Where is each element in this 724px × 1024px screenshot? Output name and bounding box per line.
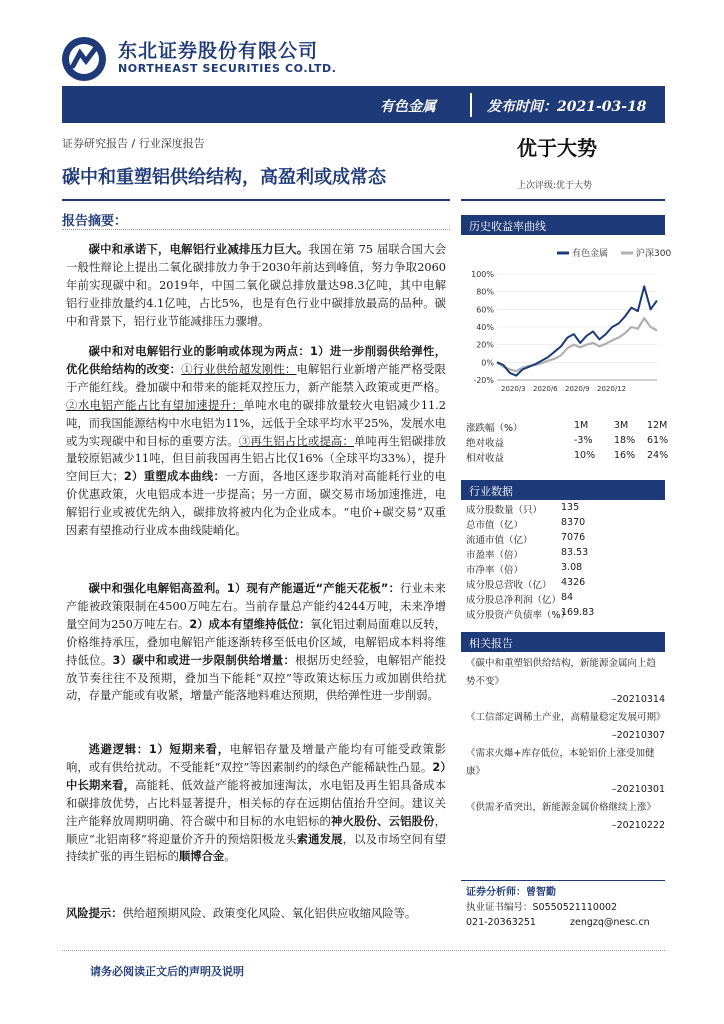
risk-lead: 风险提示： — [66, 907, 123, 920]
report-link-title[interactable]: 《供需矛盾突出，新能源金属价格继续上涨》 — [466, 802, 657, 813]
metric-value: 169.83 — [561, 607, 595, 618]
report-date: –20210314 — [611, 694, 665, 705]
sidebar-rule — [461, 199, 665, 201]
analyst-divider — [461, 880, 665, 881]
returns-header-3m: 3M — [614, 420, 629, 431]
metric-label: 市盈率（倍） — [466, 550, 524, 561]
p2-point-3: ③再生铝占比或提高： — [238, 434, 355, 448]
p2-point-4: 2）重塑成本曲线： — [123, 470, 226, 484]
chart-y-tick-label: 60% — [476, 305, 494, 315]
p4-text-3: ，顺应“北铝南移”将迎量价齐升的预焙阳极龙头 — [66, 814, 446, 846]
report-date: –20210307 — [611, 730, 665, 741]
metric-value: 135 — [561, 502, 580, 513]
p4-text-5: 。 — [224, 850, 236, 864]
summary-paragraph-2 — [66, 343, 446, 540]
related-reports-heading — [461, 632, 665, 652]
chart-y-tick-label: -20% — [473, 376, 494, 385]
risk-paragraph — [66, 905, 446, 923]
history-chart-heading — [461, 215, 665, 235]
p2-text-4: 一方面，各地区逐步取消对高能耗行业的电价优惠政策，火电铝成本进一步提高；另一方面，碳交易市场加速推进，电解铝行业或被优先纳入，碳排放将被内化为企业成本。“电价+碳交易”双重因素有望推动行业成本曲线陡峭化。 — [66, 470, 446, 538]
metric-value: 4326 — [561, 577, 586, 588]
returns-cell: 18% — [614, 435, 636, 446]
list-item[interactable] — [466, 655, 665, 709]
risk-text: 供给超预期风险、政策变化风险、氧化铝供应收缩风险等。 — [122, 907, 417, 920]
history-heading-text: 历史收益率曲线 — [469, 220, 546, 233]
analyst-phone: 021-20363251 — [466, 917, 536, 928]
report-date: –20210301 — [611, 784, 665, 795]
p2-text-1: 电解铝行业新增产能严格受限于产能红线。叠加碳中和带来的能耗双控压力，新产能禁入政策或更严格。 — [66, 362, 446, 394]
p3-point-3: 3）碳中和或进一步限制供给增量： — [112, 653, 296, 667]
analyst-email[interactable]: zengzq@nesc.cn — [569, 917, 650, 928]
company-name-cn: 东北证券股份有限公司 — [118, 40, 319, 62]
p4-text-4: ，以及市场空间有望持续扩张的再生铝标的 — [66, 832, 446, 864]
footer-disclaimer: 请务必阅读正文后的声明及说明 — [90, 965, 244, 978]
returns-cell: -3% — [574, 435, 593, 446]
breadcrumb: 证券研究报告 / 行业深度报告 — [62, 137, 205, 150]
analyst-name: 证券分析师：曾智勤 — [466, 887, 556, 898]
metric-value: 3.08 — [561, 562, 583, 573]
legend-label-sector: 有色金属 — [572, 249, 609, 259]
table-row — [466, 502, 666, 517]
p3-text-1: 行业未来产能被政策限制在4500万吨左右。当前存量总产能约4244万吨，未来净增量空间为250万吨左右。 — [66, 582, 446, 631]
chart-y-tick-label: 0% — [481, 358, 494, 368]
returns-row-label: 相对收益 — [466, 453, 505, 464]
list-item[interactable] — [466, 799, 665, 835]
chart-x-tick-label: 2020/6 — [533, 385, 558, 393]
returns-header-12m: 12M — [647, 420, 668, 431]
returns-row-absolute — [466, 435, 669, 450]
returns-header-1m: 1M — [574, 420, 589, 431]
table-row — [466, 547, 666, 562]
p2-point-2: ②水电铝产能占比有望加速提升： — [66, 398, 244, 412]
industry-data-table — [466, 502, 666, 622]
report-link-title[interactable]: 《工信部定调稀土产业，高精量稳定发展可期》 — [466, 712, 666, 723]
chart-y-tick-label: 80% — [476, 287, 494, 297]
returns-table — [466, 420, 669, 465]
list-item[interactable] — [466, 745, 665, 799]
metric-value: 8370 — [561, 517, 586, 528]
analyst-contact — [466, 915, 665, 930]
analyst-license: 执业证书编号：S0550521110002 — [466, 902, 618, 913]
returns-row-relative — [466, 450, 669, 465]
rating: 优于大势 — [517, 136, 597, 160]
returns-cell: 16% — [614, 450, 636, 461]
chart-x-tick-label: 2020/9 — [565, 385, 590, 393]
table-row — [466, 517, 666, 532]
related-reports-list — [466, 655, 665, 835]
table-row — [466, 592, 666, 607]
p2-lead: 碳中和对电解铝行业的影响或体现为两点：1）进一步削弱供给弹性，优化供给结构的改变： — [66, 345, 446, 376]
company-logo-icon — [60, 35, 108, 83]
table-row — [466, 577, 666, 592]
chart-y-tick-label: 40% — [476, 323, 494, 332]
company-name-en: NORTHEAST SECURITIES CO.LTD. — [118, 62, 337, 75]
metric-label: 成分股数量（只） — [466, 505, 543, 516]
summary-paragraph-3 — [66, 580, 446, 705]
p4-lead: 逃避逻辑： — [88, 743, 149, 756]
table-row — [466, 607, 666, 622]
metric-label: 成分股资产负债率（%） — [466, 610, 571, 621]
metric-value: 7076 — [561, 532, 586, 543]
industry-data-heading-text: 行业数据 — [469, 485, 513, 498]
chart-y-tick-label: 20% — [476, 340, 494, 350]
related-reports-heading-text: 相关报告 — [469, 637, 513, 650]
returns-cell: 10% — [574, 450, 596, 461]
p4-text-1: 电解铝存量及增量产能均有可能受政策影响，或有供给扰动。不受能耗“双控”等因素制约的绿色产能稀缺性凸显。 — [66, 743, 446, 774]
table-row — [466, 532, 666, 547]
metric-label: 市净率（倍） — [466, 565, 524, 576]
returns-header-row — [466, 420, 666, 435]
p4-stock-3: 顺博合金 — [178, 850, 225, 864]
metric-label: 流通市值（亿） — [466, 535, 533, 546]
footer-divider — [62, 950, 665, 951]
p1-text: 我国在第 75 届联合国大会一般性辩论上提出二氧化碳排放力争于2030年前达到峰值，努力争取2060年前实现碳中和。2019年，中国二氧化碳总排放量达98.3亿吨，其中电解铝行业排放量约4.1亿吨，占比5%，也是有色行业中碳排放最高的品种。碳中和背景下，铝行业节能减排压力骤增。 — [66, 243, 446, 328]
list-item[interactable] — [466, 709, 665, 745]
table-row — [466, 562, 666, 577]
p2-text-2: 单吨水电的碳排放量较火电铝减少11.2吨，而我国能源结构中水电铝为11%，远低于全球平均水平25%，发展水电或为实现碳中和目标的重要方法。 — [66, 398, 446, 448]
report-date: –20210222 — [611, 820, 665, 831]
returns-cell: 24% — [647, 450, 669, 461]
returns-cell: 61% — [647, 435, 669, 446]
returns-row-label: 绝对收益 — [466, 438, 505, 449]
chart-y-tick-label: 100% — [471, 270, 494, 279]
p3-text-3: 根据历史经验，电解铝产能投放节奏往往不及预期，叠加当下能耗“双控”等政策达标压力或加剧供给扰动，存量产能或有收紧，增量产能落地料难达预期，供给弹性进一步削弱。 — [66, 653, 446, 703]
metric-value: 83.53 — [561, 547, 589, 558]
previous-rating: 上次评级:优于大势 — [517, 181, 593, 191]
p3-text-2: 氧化铝过剩局面难以反转，价格维持承压，叠加电解铝产能逐渐转移至低电价区域，电解铝成本料将维持低位。 — [66, 617, 446, 667]
analyst-block — [466, 885, 665, 930]
chart-x-tick-label: 2020/3 — [501, 385, 526, 393]
summary-heading: 报告摘要： — [62, 214, 128, 229]
metric-label: 成分股总营收（亿） — [466, 580, 552, 591]
banner-divider — [470, 93, 472, 117]
industry-data-heading — [461, 480, 665, 500]
chart-x-tick-label: 2020/12 — [597, 385, 627, 393]
p4-stock-2: 索通发展 — [296, 832, 343, 846]
p3-lead: 碳中和强化电解铝高盈利。1）现有产能逼近“产能天花板”： — [88, 582, 401, 595]
p2-point-1: ①行业供给超发刚性： — [181, 362, 297, 376]
return-line-chart — [461, 238, 672, 398]
p4-text-2: 高能耗、低效益产能将被加速淘汰，水电铝及再生铝具备成本和碳排放优势，占比料显著提升，相关标的存在远期估值抬升空间。建议关注产能释放周期明确、符合碳中和目标的水电铝标的 — [66, 778, 446, 828]
summary-divider — [62, 229, 450, 230]
metric-label: 总市值（亿） — [466, 520, 524, 531]
report-link-title[interactable]: 《碳中和重塑铝供给结构，新能源金属向上趋势不变》 — [466, 658, 657, 687]
p4-point-1: 1）短期来看， — [148, 743, 230, 756]
sector-label: 有色金属 — [380, 99, 436, 115]
p4-point-2: 2）中长期来看， — [66, 760, 446, 792]
publish-date: 发布时间：2021-03-18 — [487, 99, 647, 115]
title-rule — [62, 199, 450, 201]
summary-paragraph-1 — [66, 241, 446, 331]
metric-label: 成分股总净利润（亿） — [466, 595, 562, 606]
report-title: 碳中和重塑铝供给结构，高盈利或成常态 — [62, 167, 386, 188]
report-link-title[interactable]: 《需求火爆+库存低位，本轮铝价上涨受加健康》 — [466, 748, 655, 777]
p1-lead: 碳中和承诺下，电解铝行业减排压力巨大。 — [88, 243, 309, 256]
returns-header-label: 涨跌幅（%） — [466, 423, 523, 434]
p4-stock-1: 神火股份、云铝股份 — [330, 814, 435, 828]
p2-text-3: 单吨再生铝碳排放量较原铝减少11吨，但目前我国再生铝占比仅16%（全球平均33%），提升空间巨大； — [66, 434, 446, 484]
summary-paragraph-4 — [66, 741, 446, 866]
legend-label-index: 沪深300 — [636, 249, 672, 259]
metric-value: 84 — [561, 592, 574, 603]
p3-point-2: 2）成本有望维持低位： — [189, 617, 311, 631]
